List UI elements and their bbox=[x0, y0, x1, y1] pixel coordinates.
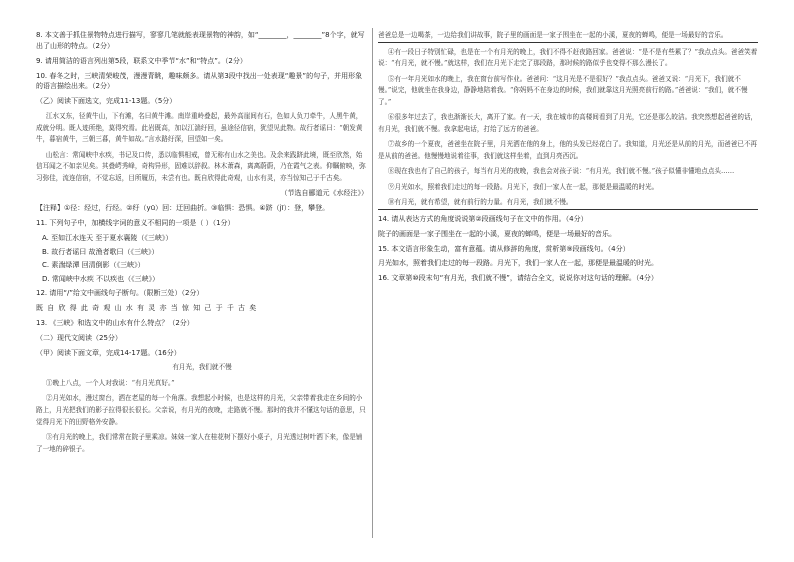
option-b: B. 故行者谣曰 故渔者歌曰（《三峡》） bbox=[42, 247, 159, 256]
question-9: 9. 请用简洁的语言列出第5段，联系文中季节“水”和“特点”。（2分） bbox=[36, 56, 247, 65]
essay-paragraph-9: ⑨月光如水，照着我们走过的每一段路。月光下，我们一家人在一起，那便是最温暖的时光。 bbox=[387, 182, 659, 191]
essay-paragraph-2: ②月光如水，漫过窗台，洒在老屋的每一个角落。我想起小时候，也是这样的月光，父亲带着我走在乡间的小路上，月光把我们的影子拉得很长很长。父亲说，有月光的夜晚，走路就不慢。那时的我并不懂这句话的意思，只觉得月光下的田野格外安静。 bbox=[36, 394, 366, 426]
question-14-quote: 院子的画面是一家子围坐在一起的小溪，夏夜的蝉鸣，便是一场最好的音乐。 bbox=[378, 229, 616, 238]
column-divider bbox=[372, 28, 373, 538]
question-13: 13. 《三峡》和选文中的山水有什么特点？（2分） bbox=[36, 318, 194, 327]
essay-paragraph-10: ⑩有月光，就有希望，就有前行的力量。有月光，我们就不慢。 bbox=[378, 197, 758, 210]
classical-passage-1: 江水又东，径黄牛山，下有滩，名曰黄牛滩。南岸重岭叠起，最外高崖间有石，色如人负刀牵牛，人黑牛黄，成就分明。既人迹所绝，莫得究焉。此岩既高，加以江湍纡回，虽途径信宿，犹望见此物。故行者谣曰：“朝发黄牛，暮宿黄牛，三朝三暮，黄牛如故。”言水路纡深，回望如一矣。 bbox=[36, 112, 363, 144]
essay-paragraph-3-cont: 爸爸总是一边喝茶，一边给我们讲故事，院子里的画面是一家子围坐在一起的小溪，夏夜的蝉鸣，便是一场最好的音乐。 bbox=[378, 30, 758, 43]
essay-paragraph-6: ⑥很多年过去了，我也渐渐长大，离开了家。有一天，我在城市的高楼间看到了月光，它还是那么皎洁。我突然想起爸爸的话，有月光，我们就不慢。我拿起电话，打给了远方的爸爸。 bbox=[378, 113, 758, 133]
essay-paragraph-1: ①晚上八点，一个人对我说：“有月光真好。” bbox=[45, 378, 175, 387]
question-15-quote: 月光如水，照着我们走过的每一段路。月光下，我们一家人在一起，那便是最温暖的时光。 bbox=[378, 259, 658, 268]
option-d: D. 常闻峡中水疾 不以疾也（《三峡》） bbox=[42, 275, 160, 284]
question-15: 15. 本文语言形象生动，富有意蕴。请从修辞的角度，赏析第⑨段画线句。（4分） bbox=[378, 244, 630, 253]
option-c: C. 素湍绿潭 回清倒影（《三峡》） bbox=[42, 261, 145, 270]
left-column bbox=[36, 30, 368, 459]
right-column bbox=[378, 30, 758, 288]
question-10: 10. 春冬之时，三峡清荣峻茂，漫漫青眺，趣味颇多。请从第3段中找出一处表现“趣景”的句子，并用形象的语言描绘出来。（2分） bbox=[36, 71, 363, 91]
section-jia-heading: （甲）阅读下面文章，完成14-17题。（16分） bbox=[36, 348, 181, 357]
essay-paragraph-4: ④有一段日子特别忙碌，也是在一个有月光的晚上，我们不得不赶夜路回家。爸爸说：“是不是有些累了？”我点点头。爸爸笑着说：“有月光，就不慢。”就这样，我们在月光下走完了那段路，那时候的路似乎也变得不那么漫长了。 bbox=[378, 47, 758, 68]
question-16: 16. 文章第⑩段末句“有月光，我们就不慢”，请结合全文，说说你对这句话的理解。（4分） bbox=[378, 274, 658, 283]
question-12: 12. 请用“/”给文中画线句子断句。（限断三处）（2分） bbox=[36, 289, 204, 298]
annotation-note: 【注释】①径：经过，行经。②纡（yū）回：迂回曲折。③临惧：恐惧。④跻（jī）：登，攀登。 bbox=[36, 204, 330, 213]
essay-paragraph-7: ⑦故乡的一个夏夜，爸爸坐在院子里，月光洒在他的身上，他的头发已经花白了。我知道，月光还是从前的月光，而爸爸已不再是从前的爸爸。他慢慢地说着往事，我们就这样坐着，直到月亮西沉。 bbox=[378, 140, 758, 160]
question-12-text: 既 自 欣 得 此 奇 观 山 水 有 灵 亦 当 惊 知 己 于 千 古 矣 bbox=[36, 304, 258, 312]
classical-passage-2: 山松言：常闻峡中水疾，书记及口传，悉以临惧相戒，曾无称有山水之美也。及余来践跻此境，既至欣然，始信耳闻之不如亲见矣。其叠崿秀峰，奇构异形，固难以辞叙。林木萧森，离离蔚蔚，乃在霞气之表。仰瞩俯映，弥习弥佳，流连信宿，不觉忘返，目所履历，未尝有也。既自欣得此奇观，山水有灵，亦当惊知己于千古矣。 bbox=[36, 150, 366, 182]
section-yi-heading: （乙）阅读下面选文，完成11-13题。（5分） bbox=[36, 97, 177, 106]
essay-paragraph-3: ③有月光的晚上，我们常常在院子里乘凉。妹妹一家人在桂花树下摆好小桌子，月光透过树叶洒下来，像是铺了一地的碎银子。 bbox=[36, 433, 363, 453]
question-11: 11. 下列句子中，加横线字词的意义不相同的一项是（ ）（1分） bbox=[36, 218, 235, 227]
question-8: 8. 本文善于抓住景物特点进行描写，寥寥几笔就能表现景物的神韵，如“________，________”8个字，就写出了山形的特点。（2分） bbox=[36, 31, 365, 50]
essay-title: 有月光，我们就不慢 bbox=[172, 363, 232, 372]
passage-source: （节选自郦道元《水经注》） bbox=[280, 189, 368, 198]
section-modern-heading: （二）现代文阅读（25分） bbox=[36, 333, 122, 342]
essay-paragraph-8: ⑧现在我也有了自己的孩子，每当有月光的夜晚，我也会对孩子说：“有月光，我们就不慢。”孩子似懂非懂地点点头…… bbox=[387, 167, 735, 176]
essay-paragraph-5: ⑤有一年月光如水的晚上，我在窗台前写作业。爸爸问：“这月光是不是很好？”我点点头。爸爸又说：“月光下，我们就不慢。”说完，他就坐在我身边，静静地陪着我。“你妈妈不在身边的时候，我们就靠这月光照亮前行的路。”爸爸说：“我们，就不慢了。” bbox=[378, 74, 748, 106]
option-a: A. 至如江水连天 至于夏水襄陵（《三峡》） bbox=[42, 233, 173, 242]
question-14: 14. 请从表达方式的角度说说第②段画线句子在文中的作用。（4分） bbox=[378, 214, 588, 223]
